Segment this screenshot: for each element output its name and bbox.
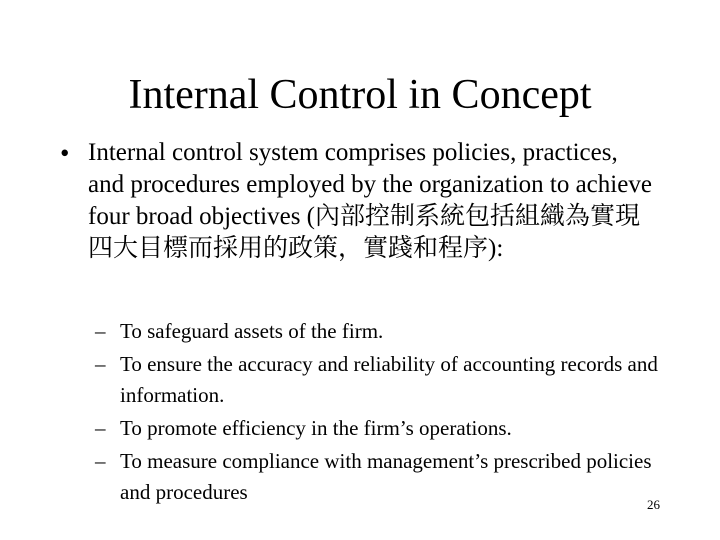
dash-icon: – [95, 449, 106, 473]
main-bullet [60, 137, 660, 265]
objective-item [95, 316, 665, 347]
objective-text: To promote efficiency in the firm’s operations. [120, 416, 512, 440]
page-number: 26 [647, 497, 660, 512]
slide-title: Internal Control in Concept [128, 72, 592, 118]
objective-text: To safeguard assets of the firm. [120, 319, 384, 343]
main-bullet-text: Internal control system comprises policies, practices, and procedures employed by the organization to achieve four broad objectives (內部控制系統包括組織為實現四大目標而採用的政策，實踐和程序): [88, 139, 652, 262]
dash-icon: – [95, 319, 106, 343]
dash-icon: – [95, 416, 106, 440]
dash-icon: – [95, 352, 106, 376]
objective-item [95, 349, 665, 411]
bullet-icon: • [60, 138, 70, 168]
objective-text: To ensure the accuracy and reliability of accounting records and information. [120, 352, 658, 407]
objective-text: To measure compliance with management’s prescribed policies and procedures [120, 449, 652, 504]
objectives-list [95, 316, 665, 510]
objective-item [95, 413, 665, 444]
objective-item [95, 446, 665, 508]
